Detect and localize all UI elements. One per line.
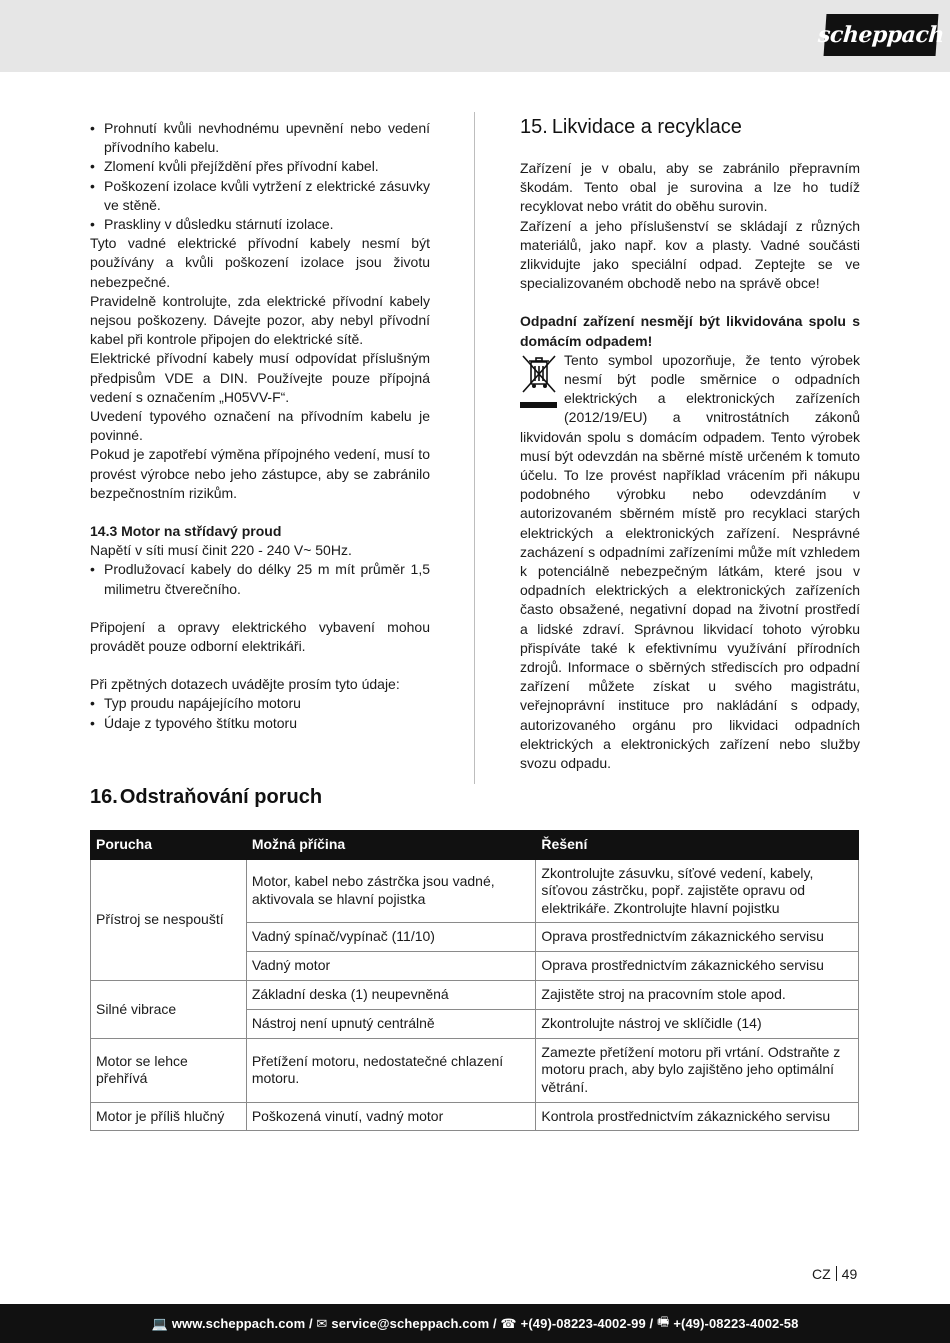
disposal-warning: Odpadní zařízení nesmějí být likvidována spolu s domácím odpadem! xyxy=(520,313,860,349)
paragraph: Elektrické přívodní kabely musí odpovídat příslušným předpisům VDE a DIN. Používejte pouze přípojná vedení s označením „H05VV-F“. xyxy=(90,350,430,405)
table-row xyxy=(91,1038,859,1102)
left-column xyxy=(90,119,430,733)
solution-cell: Zkontrolujte zásuvku, síťové vedení, kabely, síťovou zástrčku, popř. zajistěte opravu od elektrikáře. Zkontrolujte hlavní pojistku xyxy=(536,859,859,923)
section-14-3-heading: 14.3 Motor na střídavý proud xyxy=(90,523,282,540)
solution-cell: Zkontrolujte nástroj ve sklíčidle (14) xyxy=(536,1009,859,1038)
crossed-out-wheelie-bin-icon xyxy=(520,353,558,411)
fault-cell: Motor je příliš hlučný xyxy=(91,1102,247,1131)
extension-cable-list xyxy=(90,560,430,598)
cause-cell: Poškozená vinutí, vadný motor xyxy=(246,1102,536,1131)
section-15-heading xyxy=(520,115,860,139)
page-number-value: 49 xyxy=(841,1266,858,1282)
paragraph: Pokud je zapotřebí výměna přípojného vedení, musí to provést výrobce nebo jeho zástupce, aby se zabránilo bezpečnostním rizikům. xyxy=(90,446,430,501)
fault-cell: Silné vibrace xyxy=(91,981,247,1039)
column-divider xyxy=(474,112,475,784)
cable-damage-list xyxy=(90,119,430,234)
column-header-cause: Možná příčina xyxy=(246,831,536,860)
section-16-heading xyxy=(90,785,322,809)
heading-number: 16. xyxy=(90,786,118,808)
list-item: • Typ proudu napájejícího motoru xyxy=(90,694,430,713)
right-column xyxy=(520,115,860,773)
fault-cell: Motor se lehce přehřívá xyxy=(91,1038,247,1102)
queries-list xyxy=(90,694,430,732)
mail-icon: ✉ xyxy=(316,1315,328,1331)
weee-block xyxy=(520,351,860,773)
list-item: • Zlomení kvůli přejíždění přes přívodní kabel. xyxy=(90,157,430,176)
solution-cell: Oprava prostřednictvím zákaznického servisu xyxy=(536,923,859,952)
fault-cell: Přístroj se nespouští xyxy=(91,859,247,981)
cause-cell: Vadný spínač/vypínač (11/10) xyxy=(246,923,536,952)
list-item: • Prohnutí kvůli nevhodnému upevnění nebo vedení přívodního kabelu. xyxy=(90,119,430,157)
table-row xyxy=(91,859,859,923)
computer-icon: 💻 xyxy=(151,1315,168,1331)
paragraph: Tyto vadné elektrické přívodní kabely nesmí být používány a kvůli poškození izolace jsou životu nebezpečné. xyxy=(90,235,430,290)
cause-cell: Základní deska (1) neupevněná xyxy=(246,981,536,1010)
solution-cell: Oprava prostřednictvím zákaznického servisu xyxy=(536,952,859,981)
footer-phone: +(49)-08223-4002-99 xyxy=(520,1316,646,1331)
troubleshooting-table xyxy=(90,830,859,1131)
solution-cell: Kontrola prostřednictvím zákaznického servisu xyxy=(536,1102,859,1131)
weee-description: Tento symbol upozorňuje, že tento výrobek nesmí být podle směrnice o odpadních elektrických a elektronických zařízeních (2012/19/EU) a vnitrostátních zákonů likvidován spolu s domácím odpadem. Tento výrobek musí být odevzdán na sběrné místě určeném k tomuto účelu. To lze provést například vrácením při nákupu podobného výrobku nebo odevzdáním v autorizovaném sběrném místě pro recyklaci starých elektrických a elektronických zařízení. Nesprávné zacházení s odpadními zařízeními může mít vzhledem k potenciálně nebezpečným látkám, které jsou v odpadních elektrických a elektronických zařízeních často obsažené, negativní dopad na životní prostředí a lidské zdraví. Správnou likvidací tohoto výrobku přispíváte také k efektivnímu využívání přírodních zdrojů. Informace o sběrných střediscích pro odpadní zařízení můžete získat u svého magistrátu, veřejnoprávní instituce pro nakládání s odpady, autorizovaného orgánu pro likvidaci odpadních elektrických a elektronických zařízení nebo služby svozu odpadu. xyxy=(520,351,860,772)
heading-text: Odstraňování poruch xyxy=(119,786,323,808)
list-item: • Praskliny v důsledku stárnutí izolace. xyxy=(90,215,430,234)
footer-website[interactable]: www.scheppach.com xyxy=(171,1316,306,1331)
list-item: • Poškození izolace kvůli vytržení z elektrické zásuvky ve stěně. xyxy=(90,177,430,215)
heading-number: 15. xyxy=(520,116,548,138)
footer-fax: +(49)-08223-4002-58 xyxy=(673,1316,799,1331)
column-header-fault: Porucha xyxy=(91,831,247,860)
paragraph: Napětí v síti musí činit 220 - 240 V~ 50Hz. xyxy=(90,542,352,559)
brand-logo: scheppach xyxy=(824,14,939,56)
paragraph: Pravidelně kontrolujte, zda elektrické přívodní kabely nejsou poškozeny. Dávejte pozor, aby nebyl přívodní kabel při kontrole připojen do elektrické sítě. xyxy=(90,292,430,348)
table-row xyxy=(91,981,859,1010)
paragraph: Uvedení typového označení na přívodním kabelu je povinné. xyxy=(90,408,430,444)
footer-contact-bar: 💻 www.scheppach.com / ✉ service@scheppach.com / ☎ +(49)-08223-4002-99 / 🖷 +(49)-08223-4002-58 xyxy=(0,1304,950,1343)
page-number xyxy=(812,1266,857,1282)
solution-cell: Zamezte přetížení motoru při vrtání. Odstraňte z motoru prach, aby bylo zajištěno jeho optimální větrání. xyxy=(536,1038,859,1102)
footer-email[interactable]: service@scheppach.com xyxy=(331,1316,490,1331)
paragraph: Zařízení je v obalu, aby se zabránilo přepravním škodám. Tento obal je surovina a lze ho tudíž recyklovat nebo vrátit do oběhu surovin. xyxy=(520,160,860,215)
list-item: • Prodlužovací kabely do délky 25 m mít průměr 1,5 milimetru čtverečního. xyxy=(90,560,430,598)
paragraph: Při zpětných dotazech uvádějte prosím tyto údaje: xyxy=(90,676,400,693)
paragraph: Připojení a opravy elektrického vybavení mohou provádět pouze odborní elektrikáři. xyxy=(90,618,430,655)
phone-icon: ☎ xyxy=(500,1315,517,1331)
paragraph: Zařízení a jeho příslušenství se skládají z různých materiálů, jako např. kov a plasty. Vadné součásti zlikvidujte jako speciální odpad. Zeptejte se ve specializovaném obchodě nebo na správě obce! xyxy=(520,217,860,292)
cause-cell: Nástroj není upnutý centrálně xyxy=(246,1009,536,1038)
fax-icon: 🖷 xyxy=(656,1313,670,1329)
language-code: CZ xyxy=(812,1266,831,1282)
column-header-solution: Řešení xyxy=(536,831,859,860)
heading-text: Likvidace a recyklace xyxy=(551,116,742,138)
list-item: • Údaje z typového štítku motoru xyxy=(90,714,430,733)
cause-cell: Motor, kabel nebo zástrčka jsou vadné, aktivovala se hlavní pojistka xyxy=(246,859,536,923)
solution-cell: Zajistěte stroj na pracovním stole apod. xyxy=(536,981,859,1010)
table-row xyxy=(91,1102,859,1131)
header-band xyxy=(0,0,950,72)
cause-cell: Vadný motor xyxy=(246,952,536,981)
cause-cell: Přetížení motoru, nedostatečné chlazení motoru. xyxy=(246,1038,536,1102)
table-header-row xyxy=(91,831,859,860)
